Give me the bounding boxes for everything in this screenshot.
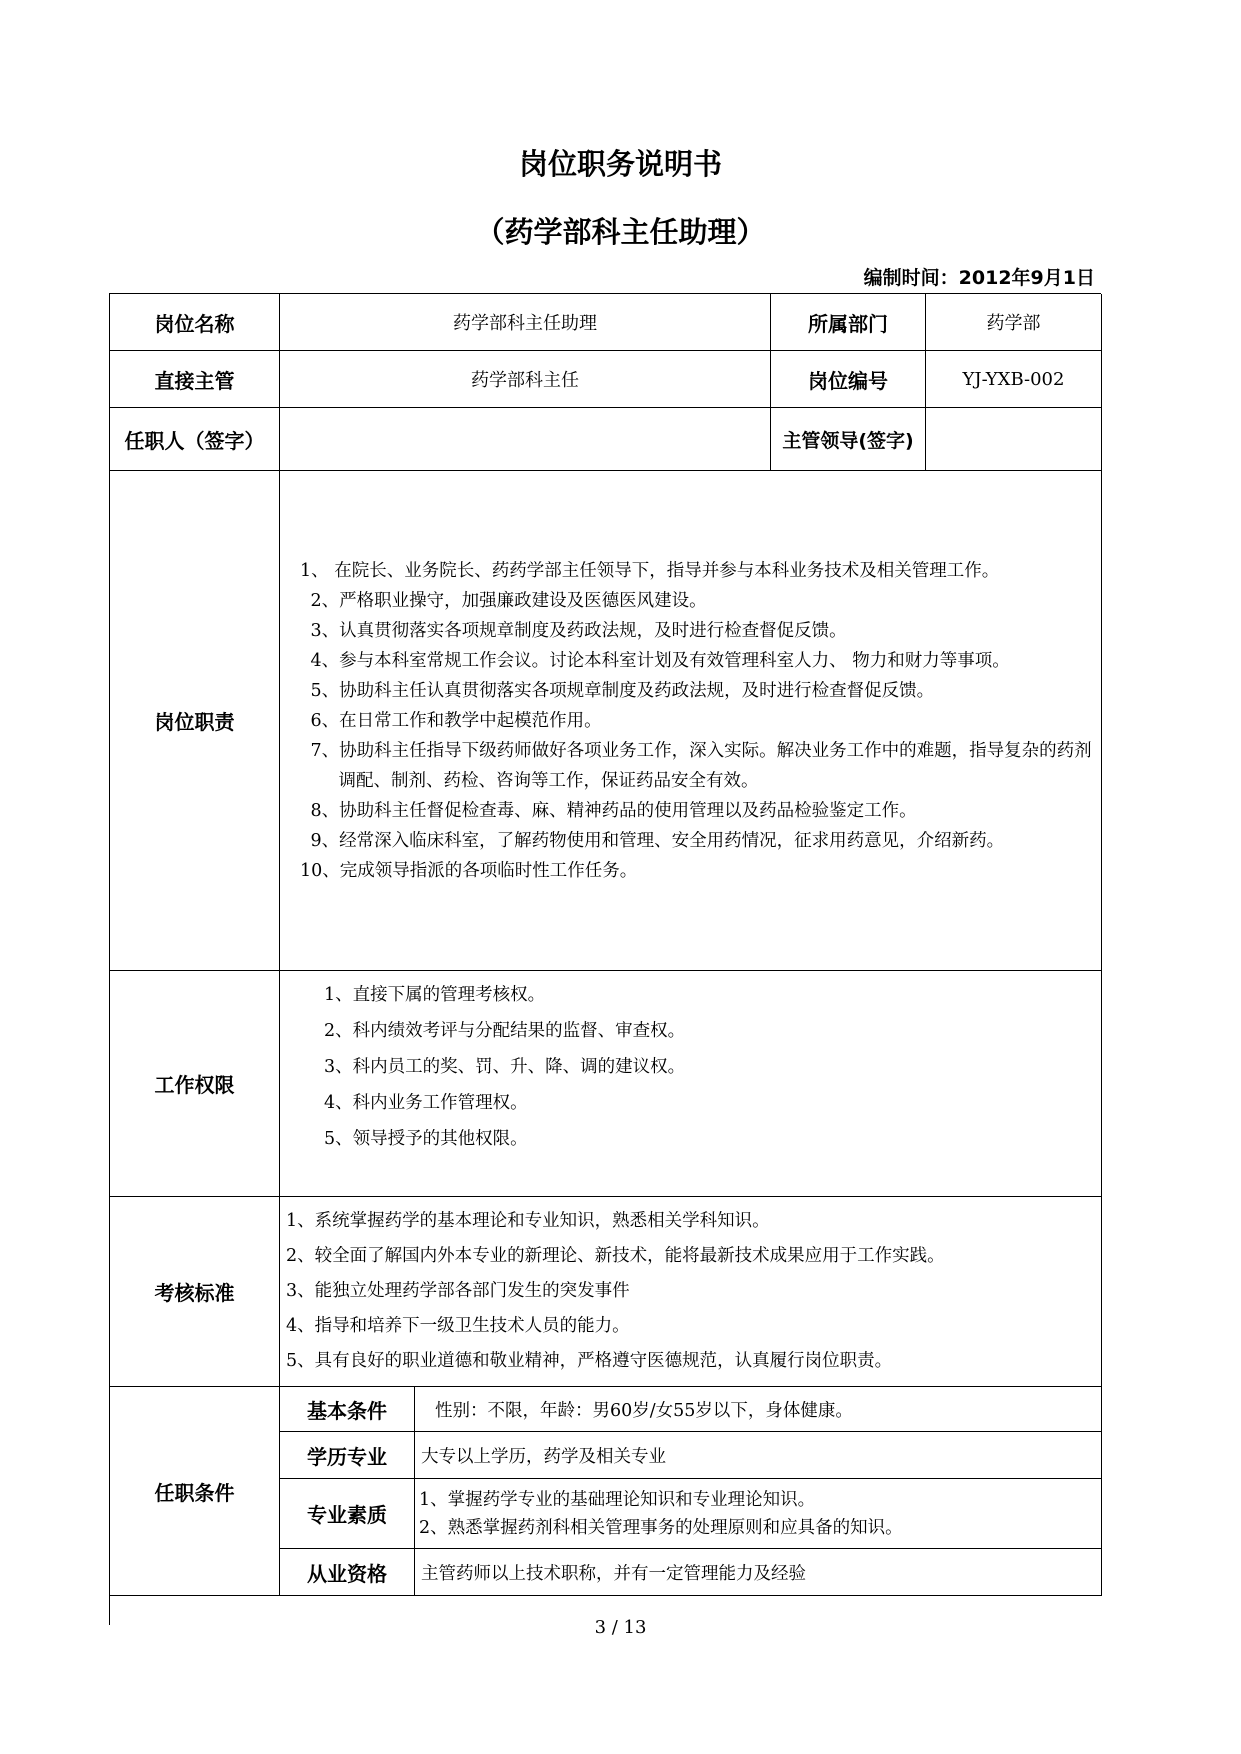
assessment-item: 2、较全面了解国内外本专业的新理论、新技术，能将最新技术成果应用于工作实践。 bbox=[286, 1246, 945, 1266]
position-name-value: 药学部科主任助理 bbox=[280, 294, 771, 351]
document-title: 岗位职务说明书 bbox=[518, 147, 722, 181]
authority-label: 工作权限 bbox=[110, 971, 280, 1197]
authority-item: 3、科内员工的奖、罚、升、降、调的建议权。 bbox=[324, 1057, 686, 1077]
duty-item: 3、认真贯彻落实各项规章制度及药政法规，及时进行检查督促反馈。 bbox=[310, 620, 847, 641]
duty-item: 4、参与本科室常规工作会议。讨论本科室计划及有效管理科室人力、 物力和财力等事项。 bbox=[310, 650, 1010, 671]
department-value: 药学部 bbox=[926, 294, 1102, 351]
department-label: 所属部门 bbox=[771, 294, 926, 351]
duties-label: 岗位职责 bbox=[110, 471, 280, 971]
holder-signature-field[interactable] bbox=[280, 408, 771, 471]
compile-date: 编制时间：2012年9月1日 bbox=[863, 267, 1095, 289]
position-name-label: 岗位名称 bbox=[110, 294, 280, 351]
assessment-list bbox=[280, 1197, 1102, 1387]
duty-item: 10、完成领导指派的各项临时性工作任务。 bbox=[300, 860, 638, 881]
qualification-value: 主管药师以上技术职称，并有一定管理能力及经验 bbox=[415, 1549, 1102, 1596]
duty-item: 6、在日常工作和教学中起模范作用。 bbox=[310, 710, 602, 731]
authority-item: 2、科内绩效考评与分配结果的监督、审查权。 bbox=[324, 1021, 686, 1041]
duty-item: 9、经常深入临床科室，了解药物使用和管理、安全用药情况，征求用药意见，介绍新药。 bbox=[310, 830, 1005, 851]
duties-list bbox=[280, 471, 1102, 971]
page-number: 3 / 13 bbox=[594, 1617, 647, 1638]
authority-item: 4、科内业务工作管理权。 bbox=[324, 1093, 528, 1113]
position-code-label: 岗位编号 bbox=[771, 351, 926, 408]
assessment-label: 考核标准 bbox=[110, 1197, 280, 1387]
document-subtitle: （药学部科主任助理） bbox=[475, 215, 766, 249]
duty-item: 2、严格职业操守，加强廉政建设及医德医风建设。 bbox=[310, 590, 707, 611]
professional-quality-item: 2、熟悉掌握药剂科相关管理事务的处理原则和应具备的知识。 bbox=[419, 1517, 903, 1538]
professional-quality-list bbox=[415, 1479, 1102, 1549]
duty-item: 7、协助科主任指导下级药师做好各项业务工作，深入实际。解决业务工作中的难题，指导复杂的药剂调配、制剂、药检、咨询等工作，保证药品安全有效。 bbox=[310, 740, 1092, 791]
education-label: 学历专业 bbox=[280, 1432, 415, 1479]
professional-quality-label: 专业素质 bbox=[280, 1479, 415, 1549]
basic-conditions-label: 基本条件 bbox=[280, 1387, 415, 1432]
authority-item: 5、领导授予的其他权限。 bbox=[324, 1129, 528, 1149]
duty-item: 5、协助科主任认真贯彻落实各项规章制度及药政法规，及时进行检查督促反馈。 bbox=[310, 680, 935, 701]
assessment-item: 3、能独立处理药学部各部门发生的突发事件 bbox=[286, 1281, 630, 1301]
leader-signature-field[interactable] bbox=[926, 408, 1102, 471]
assessment-item: 1、系统掌握药学的基本理论和专业知识，熟悉相关学科知识。 bbox=[286, 1211, 770, 1231]
qualification-label: 从业资格 bbox=[280, 1549, 415, 1596]
job-description-table bbox=[109, 293, 1101, 1625]
authority-list bbox=[280, 971, 1102, 1197]
professional-quality-item: 1、掌握药学专业的基础理论知识和专业理论知识。 bbox=[419, 1489, 816, 1510]
holder-signature-label: 任职人（签字） bbox=[110, 408, 280, 471]
position-code-value: YJ-YXB-002 bbox=[926, 351, 1102, 408]
supervisor-label: 直接主管 bbox=[110, 351, 280, 408]
assessment-item: 5、具有良好的职业道德和敬业精神，严格遵守医德规范，认真履行岗位职责。 bbox=[286, 1351, 893, 1371]
authority-item: 1、直接下属的管理考核权。 bbox=[324, 985, 546, 1005]
education-value: 大专以上学历，药学及相关专业 bbox=[415, 1432, 1102, 1479]
basic-conditions-value: 性别：不限，年龄：男60岁/女55岁以下，身体健康。 bbox=[415, 1387, 1102, 1432]
duty-item: 1、 在院长、业务院长、药药学部主任领导下，指导并参与本科业务技术及相关管理工作。 bbox=[300, 560, 1000, 581]
assessment-item: 4、指导和培养下一级卫生技术人员的能力。 bbox=[286, 1316, 630, 1336]
duty-item: 8、协助科主任督促检查毒、麻、精神药品的使用管理以及药品检验鉴定工作。 bbox=[310, 800, 917, 821]
qualifications-label: 任职条件 bbox=[110, 1387, 280, 1596]
supervisor-value: 药学部科主任 bbox=[280, 351, 771, 408]
leader-signature-label: 主管领导(签字) bbox=[771, 408, 926, 471]
